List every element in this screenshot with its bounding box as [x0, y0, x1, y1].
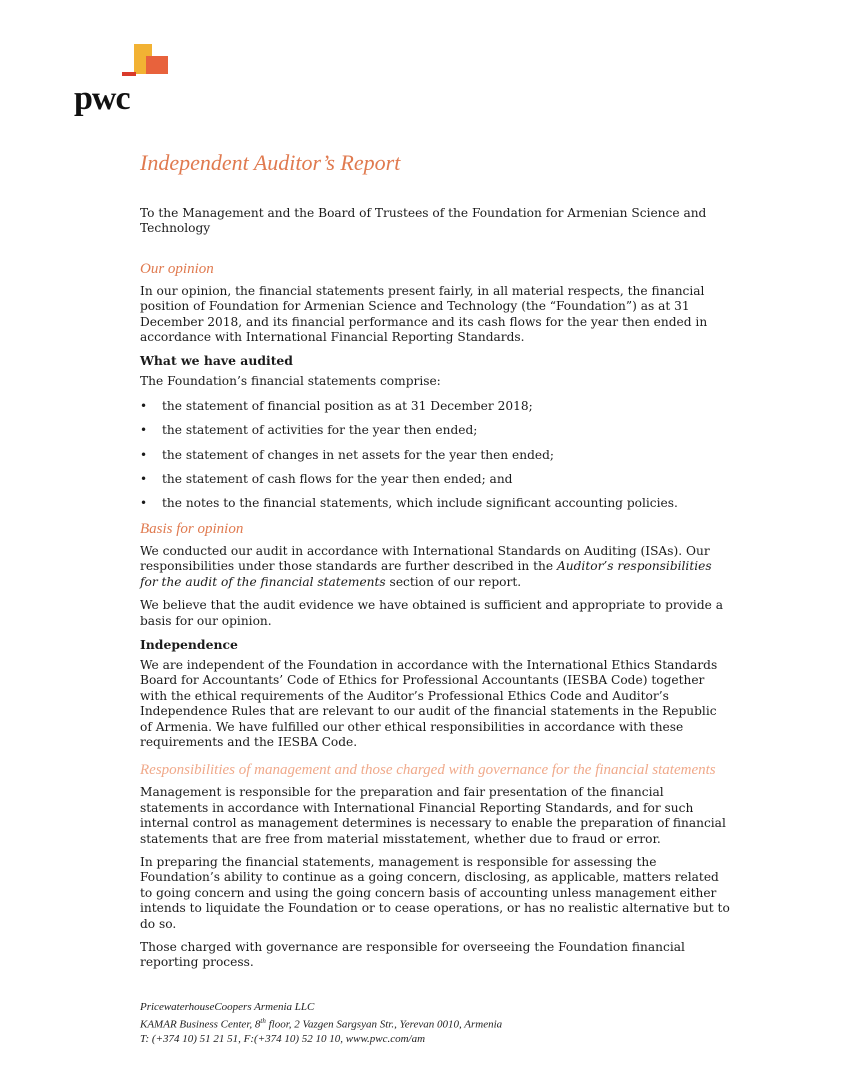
- audited-intro: The Foundation’s financial statements comprise:: [140, 374, 441, 389]
- pwc-logo: [74, 42, 174, 118]
- basis-text-1-end: section of our report.: [385, 574, 522, 589]
- footer-address-post: floor, 2 Vazgen Sargsyan Str., Yerevan 0010, Armenia: [265, 1018, 503, 1031]
- page-title: Independent Auditor’s Report: [140, 150, 401, 175]
- logo-block-orange: [146, 56, 168, 74]
- addressee: To the Management and the Board of Trustees of the Foundation for Armenian Science and Technology: [140, 206, 707, 236]
- audited-heading: What we have audited: [140, 353, 293, 369]
- basis-heading: Basis for opinion: [140, 520, 244, 537]
- report-body: [140, 150, 730, 979]
- footer-contact: T: (+374 10) 51 21 51, F:(+374 10) 52 10 10, www.pwc.com/am: [140, 1032, 426, 1045]
- list-item: • the statement of cash flows for the year then ended; and: [140, 472, 730, 487]
- responsibilities-text-1: Management is responsible for the preparation and fair presentation of the financial statements in accordance with International Financial Reporting Standards, and for such internal control as management determines is necessary to enable the preparation of financial statements that are free from material misstatement, whether due to fraud or error.: [140, 785, 726, 846]
- list-item: • the statement of changes in net assets for the year then ended;: [140, 448, 730, 463]
- basis-text-1-italic: Auditor’s responsibilities for the audit of the financial statements: [140, 559, 712, 589]
- opinion-text: In our opinion, the financial statements present fairly, in all material respects, the financial position of Foundation for Armenian Science and Technology (the “Foundation”) as at 31 December 2018, and its financial performance and its cash flows for the year then ended in accordance with International Financial Reporting Standards.: [140, 283, 708, 345]
- basis-text-2: We believe that the audit evidence we have obtained is sufficient and appropriate to provide a basis for our opinion.: [140, 598, 723, 628]
- independence-heading: Independence: [140, 636, 238, 652]
- list-item: • the notes to the financial statements, which include significant accounting policies.: [140, 496, 730, 511]
- responsibilities-text-3: Those charged with governance are responsible for overseeing the Foundation financial reporting process.: [140, 940, 685, 970]
- basis-text-1: [140, 544, 730, 590]
- footer-company: PricewaterhouseCoopers Armenia LLC: [140, 1001, 315, 1013]
- footer-address-pre: KAMAR Business Center, 8: [140, 1018, 261, 1031]
- footer: [140, 1000, 740, 1046]
- responsibilities-heading: Responsibilities of management and those charged with governance for the financial statements: [140, 762, 716, 779]
- responsibilities-text-2: In preparing the financial statements, management is responsible for assessing the Foundation’s ability to continue as a going concern, disclosing, as applicable, matters related to going concern and using the going concern basis of accounting unless management either intends to liquidate the Foundation or to cease operations, or has no realistic alternative but to do so.: [140, 854, 730, 931]
- list-item: • the statement of financial position as at 31 December 2018;: [140, 399, 730, 414]
- footer-address-sup: th: [260, 1017, 266, 1025]
- basis-text-1-start: We conducted our audit in accordance with International Standards on Auditing (ISAs). Our responsibilities under those standards are further described in the: [140, 543, 710, 574]
- logo-block-red: [122, 72, 136, 76]
- footer-address: [140, 1014, 740, 1032]
- logo-wordmark: pwc: [74, 80, 130, 117]
- opinion-heading: Our opinion: [140, 260, 214, 277]
- audited-list: [140, 399, 730, 512]
- independence-text: We are independent of the Foundation in accordance with the International Ethics Standards Board for Accountants’ Code of Ethics for Professional Accountants (IESBA Code) together with the ethical requirements of the Auditor’s Professional Ethics Code and Auditor’s Independence Rules that are relevant to our audit of the financial statements in the Republic of Armenia. We have fulfilled our other ethical responsibilities in accordance with these requirements and the IESBA Code.: [140, 657, 718, 749]
- list-item: • the statement of activities for the year then ended;: [140, 423, 730, 438]
